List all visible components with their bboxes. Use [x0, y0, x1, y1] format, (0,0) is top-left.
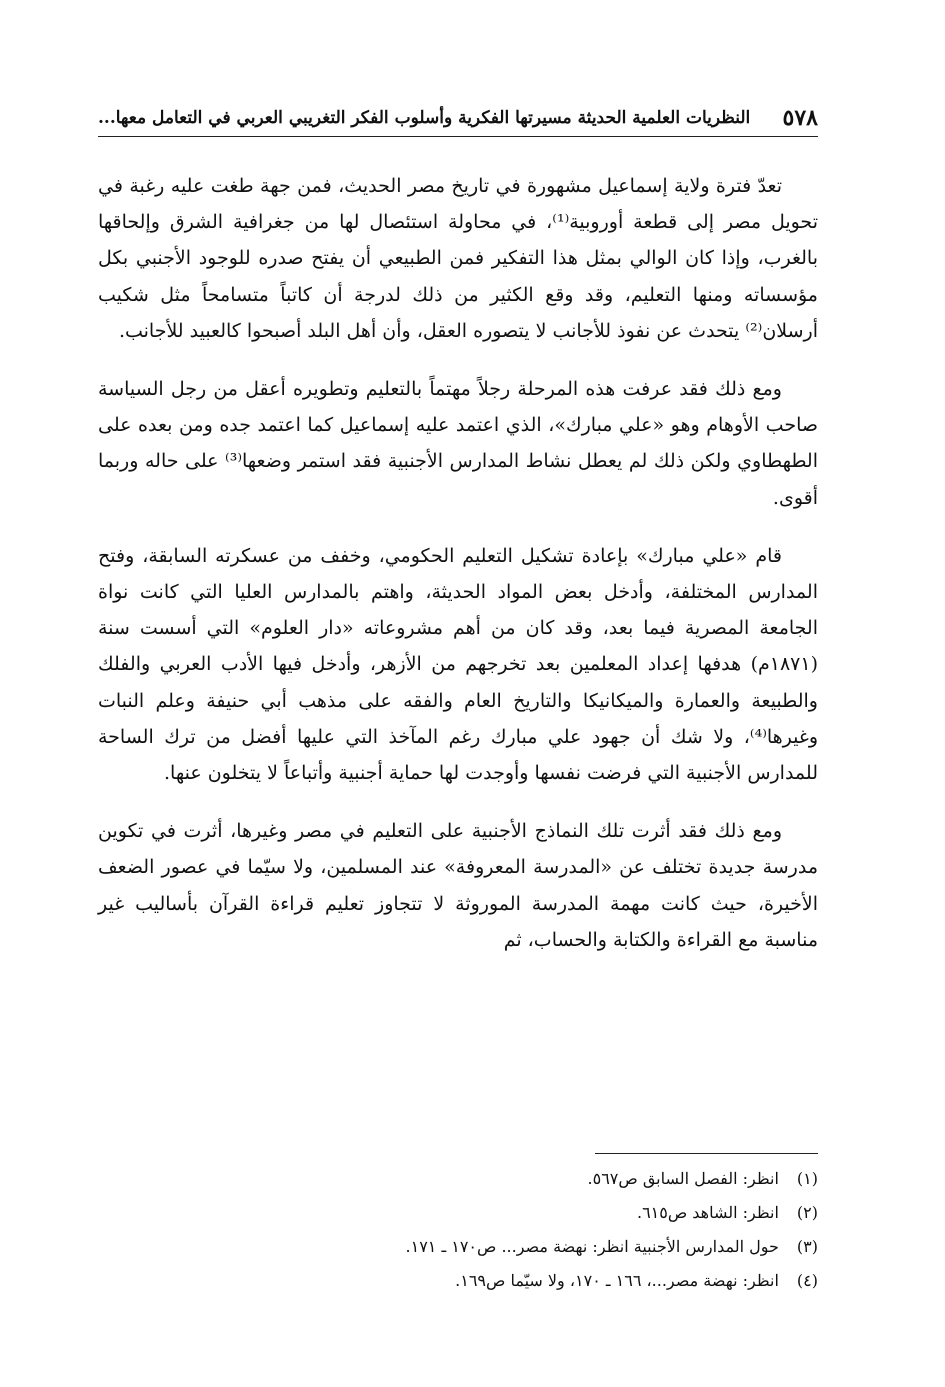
footnote-text: انظر: الشاهد ص٦١٥. [636, 1203, 779, 1222]
footnote [98, 1162, 818, 1196]
page-header [98, 100, 818, 137]
footnote [98, 1264, 818, 1298]
paragraph: ومع ذلك فقد أثرت تلك النماذج الأجنبية على التعليم في مصر وغيرها، أثرت في تكوين مدرسة جديدة تختلف عن «المدرسة المعروفة» عند المسلمين، ولا سيّما في عصور الضعف الأخيرة، حيث كانت مهمة المدرسة الموروثة لا تتجاوز تعليم قراءة القرآن بأساليب غير مناسبة مع القراءة والكتابة والحساب، ثم [98, 820, 818, 951]
footnotes [98, 1162, 818, 1298]
footnote [98, 1196, 818, 1230]
footnote-text: حول المدارس الأجنبية انظر: نهضة مصر... ص١٧٠ ـ ١٧١. [405, 1237, 779, 1256]
running-title: النظريات العلمية الحديثة مسيرتها الفكرية وأسلوب الفكر التغريبي العربي في التعامل معها... [98, 108, 751, 128]
footnote-number: (٤) [796, 1271, 818, 1290]
footnote-separator [595, 1153, 818, 1154]
paragraph: ومع ذلك فقد عرفت هذه المرحلة رجلاً مهتماً بالتعليم وتطويره أعقل من رجل السياسة صاحب الأوهام وهو «علي مبارك»، الذي اعتمد عليه إسماعيل كما اعتمد جده ومن بعده على الطهطاوي ولكن ذلك لم يعطل نشاط المدارس الأجنبية فقد استمر وضعها⁽³⁾ على حاله وربما أقوى. [98, 378, 818, 509]
footnote [98, 1230, 818, 1264]
footnote-text: انظر: نهضة مصر...، ١٦٦ ـ ١٧٠، ولا سيّما ص١٦٩. [455, 1271, 779, 1290]
footnote-number: (٢) [796, 1203, 818, 1222]
footnote-number: (٣) [796, 1237, 818, 1256]
body-text [98, 168, 818, 980]
footnote-number: (١) [796, 1169, 818, 1188]
page-number: ٥٧٨ [782, 105, 818, 131]
paragraph: قام «علي مبارك» بإعادة تشكيل التعليم الحكومي، وخفف من عسكرته السابقة، وفتح المدارس المختلفة، وأدخل بعض المواد الحديثة، واهتم بالمدارس العليا التي كانت نواة الجامعة المصرية فيما بعد، وقد كان من أهم مشروعاته «دار العلوم» التي أسست سنة (١٨٧١م) هدفها إعداد المعلمين بعد تخرجهم من الأزهر، وأدخل فيها الأدب العربي والفلك والطبيعة والعمارة والميكانيكا والتاريخ العام والفقه على مذهب أبي حنيفة وعلم النبات وغيرها⁽⁴⁾، ولا شك أن جهود علي مبارك رغم المآخذ التي عليها أفضل من ترك الساحة للمدارس الأجنبية التي فرضت نفسها وأوجدت لها حماية أجنبية وأتباعاً لا يتخلون عنها. [98, 544, 818, 785]
paragraph: تعدّ فترة ولاية إسماعيل مشهورة في تاريخ مصر الحديث، فمن جهة طغت عليه رغبة في تحويل مصر إلى قطعة أوروبية⁽¹⁾، في محاولة استئصال لها من جغرافية الشرق وإلحاقها بالغرب، وإذا كان الوالي بمثل هذا التفكير فمن الطبيعي أن يفتح صدره للوجود الأجنبي بكل مؤسساته ومنها التعليم، وقد وقع الكثير من ذلك لدرجة أن كاتباً متسامحاً مثل شكيب أرسلان⁽²⁾ يتحدث عن نفوذ للأجانب لا يتصوره العقل، وأن أهل البلد أصبحوا كالعبيد للأجانب. [98, 175, 818, 342]
footnote-text: انظر: الفصل السابق ص٥٦٧. [587, 1169, 779, 1188]
